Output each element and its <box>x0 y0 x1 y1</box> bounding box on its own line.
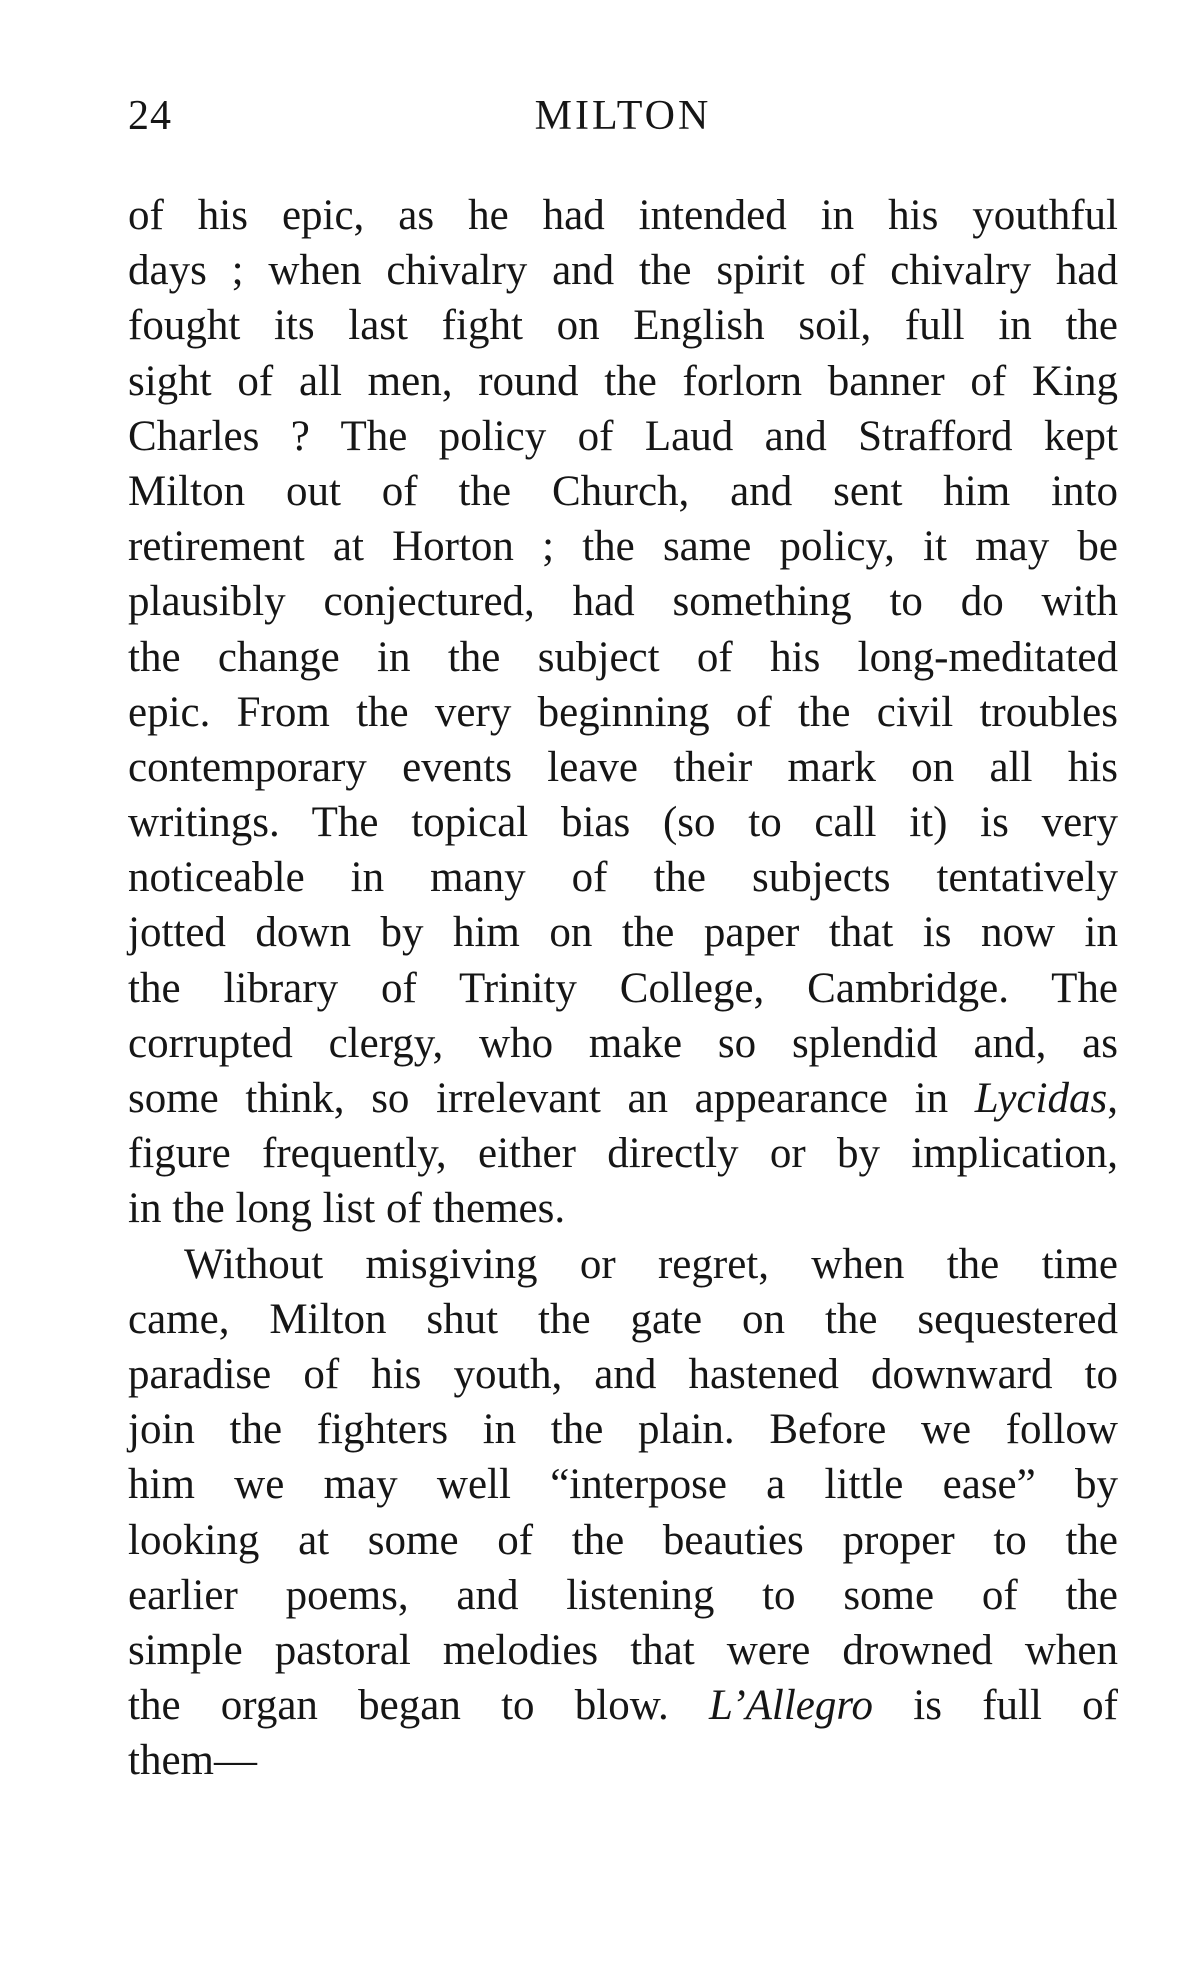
text-line: simple pastoral melodies that were drowned when <box>128 1626 1118 1674</box>
page-number: 24 <box>128 93 172 139</box>
running-head <box>128 92 1118 152</box>
text-line: looking at some of the beauties proper to the <box>128 1516 1118 1564</box>
text-line: earlier poems, and listening to some of the <box>128 1571 1118 1619</box>
text-line: came, Milton shut the gate on the sequestered <box>128 1295 1118 1343</box>
running-title: MILTON <box>534 93 712 139</box>
text-line: figure frequently, either directly or by implication, <box>128 1130 1118 1178</box>
text-line: contemporary events leave their mark on all his <box>128 743 1118 791</box>
text-segment: the organ began to blow. <box>128 1682 709 1730</box>
text-line: him we may well “interpose a little ease” by <box>128 1461 1118 1509</box>
body-text <box>128 188 1118 1788</box>
text-line: Milton out of the Church, and sent him into <box>128 467 1118 515</box>
text-line <box>128 1071 1118 1126</box>
text-line: the library of Trinity College, Cambridge. The <box>128 964 1118 1012</box>
text-line: them— <box>128 1737 257 1785</box>
text-segment: , <box>1107 1075 1118 1122</box>
text-line: paradise of his youth, and hastened downward to <box>128 1350 1118 1398</box>
text-line <box>128 1678 1118 1733</box>
text-line: corrupted clergy, who make so splendid and, as <box>128 1019 1118 1067</box>
text-line: Charles ? The policy of Laud and Strafford kept <box>128 412 1118 460</box>
work-title-lycidas: Lycidas <box>974 1075 1108 1122</box>
work-title-lallegro: L’Allegro <box>709 1682 874 1730</box>
text-line: fought its last fight on English soil, full in the <box>128 302 1118 350</box>
text-line: plausibly conjectured, had something to do with <box>128 578 1118 626</box>
paragraph <box>128 188 1118 1237</box>
text-line: days ; when chivalry and the spirit of chivalry had <box>128 247 1118 295</box>
text-line: in the long list of themes. <box>128 1185 566 1233</box>
text-segment: is full of <box>873 1682 1118 1730</box>
text-line: retirement at Horton ; the same policy, it may be <box>128 523 1118 571</box>
text-line: writings. The topical bias (so to call it) is very <box>128 799 1118 847</box>
text-line: Without misgiving or regret, when the time <box>184 1240 1118 1288</box>
text-line: of his epic, as he had intended in his youthful <box>128 192 1118 239</box>
text-line: epic. From the very beginning of the civil troubles <box>128 688 1118 736</box>
text-line: jotted down by him on the paper that is now in <box>128 909 1118 957</box>
text-line: the change in the subject of his long-meditated <box>128 633 1118 681</box>
text-line: noticeable in many of the subjects tentatively <box>128 854 1118 902</box>
paragraph <box>128 1237 1118 1789</box>
text-line: sight of all men, round the forlorn banner of King <box>128 357 1118 405</box>
text-line: join the fighters in the plain. Before we follow <box>128 1406 1118 1454</box>
text-segment: some think, so irrelevant an appearance in <box>128 1075 975 1122</box>
